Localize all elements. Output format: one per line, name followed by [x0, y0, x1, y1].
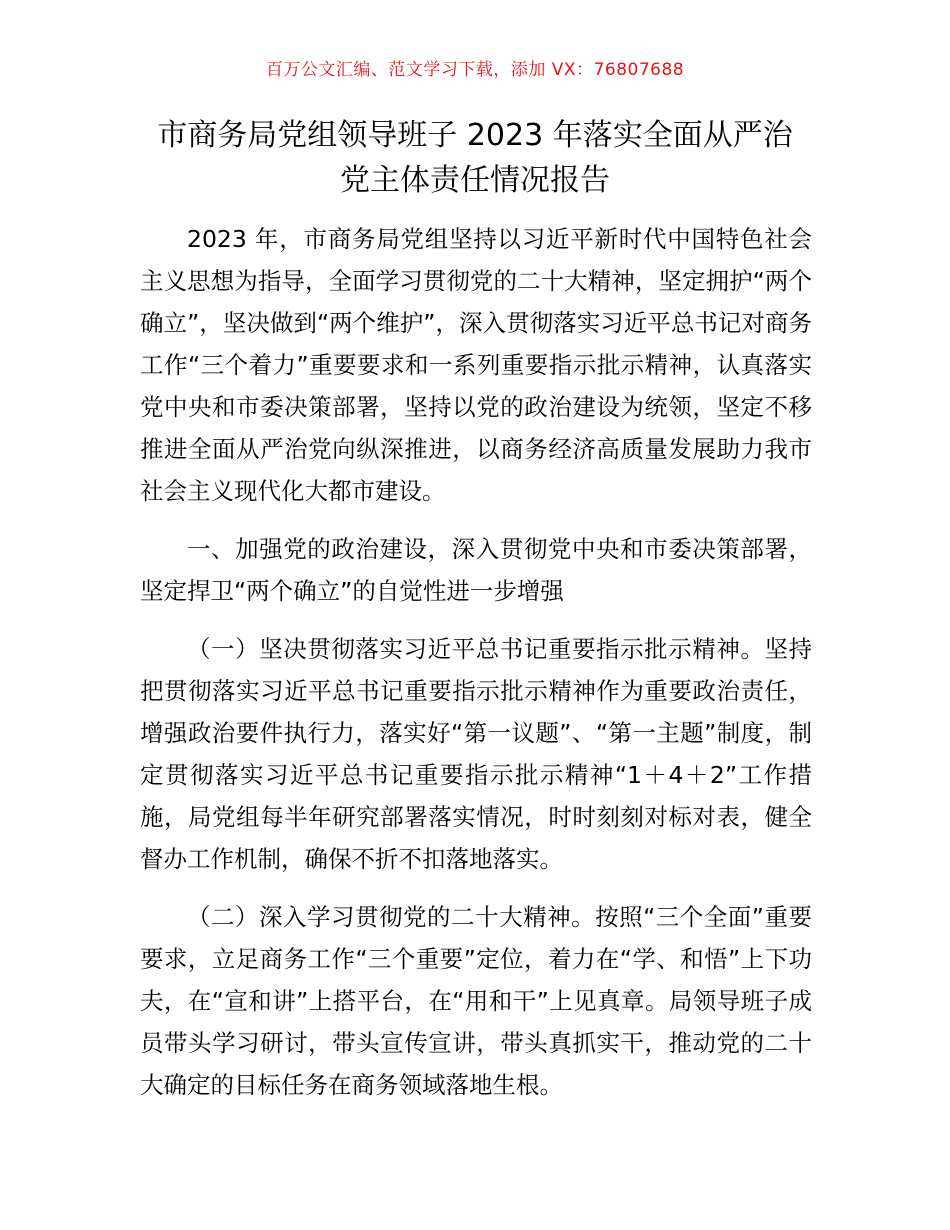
paragraph-subsection-1: （一）坚决贯彻落实习近平总书记重要指示批示精神。坚持把贯彻落实习近平总书记重要指示批示精神作为重要政治责任，增强政治要件执行力，落实好“第一议题”、“第一主题”制度，制定贯彻落实习近平总书记重要指示批示精神“1＋4＋2”工作措施，局党组每半年研究部署落实情况，时时刻刻对标对表，健全督办工作机制，确保不折不扣落地落实。 [140, 635, 812, 873]
paragraph-intro: 2023 年，市商务局党组坚持以习近平新时代中国特色社会主义思想为指导，全面学习贯彻党的二十大精神，坚定拥护“两个确立”，坚决做到“两个维护”，深入贯彻落实习近平总书记对商务工作“三个着力”重要要求和一系列重要指示批示精神，认真落实党中央和市委决策部署，坚持以党的政治建设为统领，坚定不移推进全面从严治党向纵深推进，以商务经济高质量发展助力我市社会主义现代化大都市建设。 [140, 225, 812, 505]
header-watermark: 百万公文汇编、范文学习下载，添加 VX：76807688 [265, 60, 685, 80]
paragraph-subsection-2: （二）深入学习贯彻党的二十大精神。按照“三个全面”重要要求，立足商务工作“三个重要”定位，着力在“学、和悟”上下功夫，在“宣和讲”上搭平台，在“用和干”上见真章。局领导班子成员带头学习研讨，带头宣传宣讲，带头真抓实干，推动党的二十大确定的目标任务在商务领域落地生根。 [140, 903, 812, 1099]
title-line-2: 党主体责任情况报告 [340, 163, 610, 198]
title-line-1: 市商务局党组领导班子 2023 年落实全面从严治 [157, 118, 793, 153]
document-title [110, 113, 840, 203]
section-heading-1: 一、加强党的政治建设，深入贯彻党中央和市委决策部署，坚定捍卫“两个确立”的自觉性进一步增强 [140, 535, 812, 605]
document-body [140, 218, 812, 1122]
